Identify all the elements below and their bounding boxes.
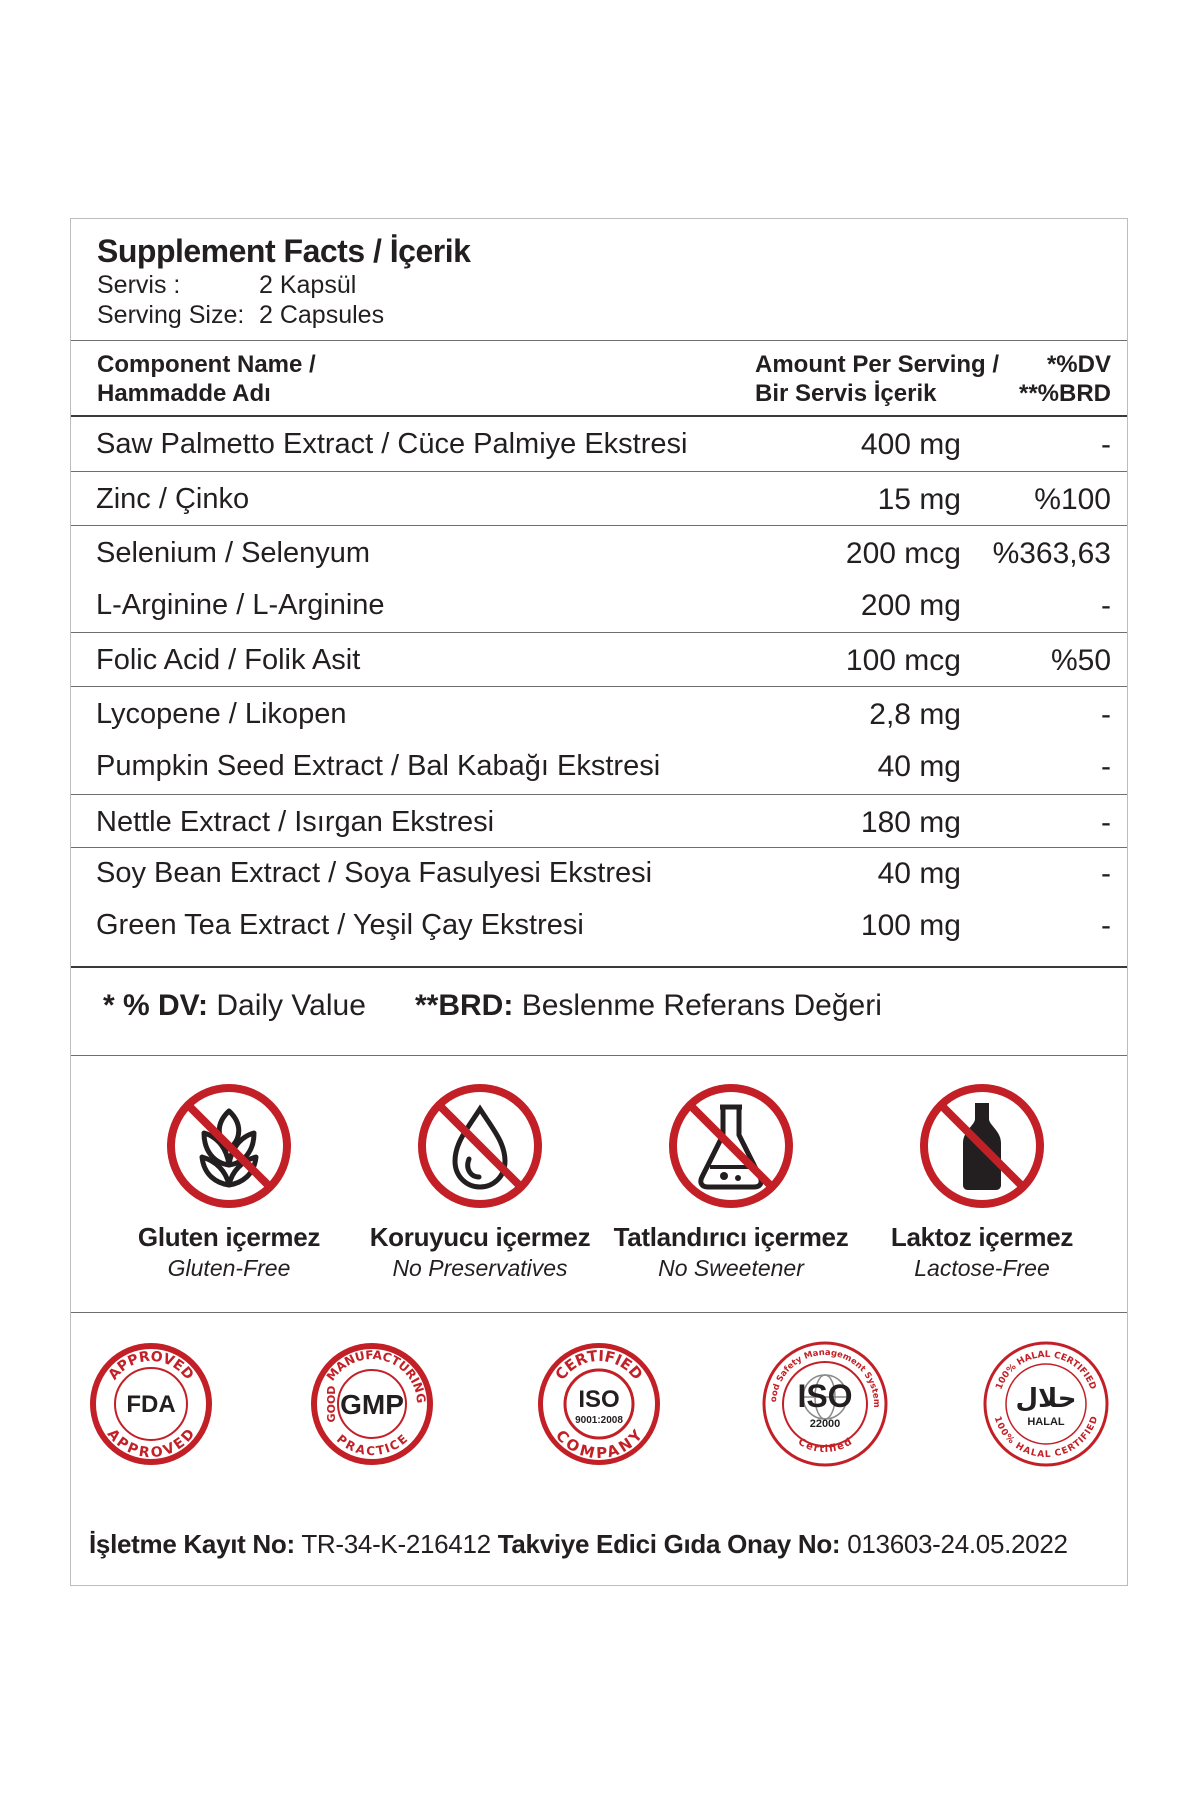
badge-title: Tatlandırıcı içermez (613, 1222, 849, 1252)
ingredient-dv: %363,63 (992, 537, 1111, 570)
badge-subtitle: Lactose-Free (914, 1255, 1050, 1281)
seal-ring-text: GOOD (325, 1385, 338, 1423)
ingredient-amount: 2,8 mg (869, 698, 961, 731)
ingredient-dv: - (1101, 909, 1111, 942)
seal-ring-text: CERTIFIED (551, 1346, 647, 1384)
header-dv: *%DV **%BRD (1018, 351, 1111, 407)
flask-icon (666, 1081, 796, 1211)
footnote-brd: **BRD: Beslenme Referans Değeri (415, 989, 882, 1022)
seal-ring-text: COMPANY (552, 1426, 646, 1463)
badge-title: Gluten içermez (137, 1222, 321, 1252)
ingredient-amount: 40 mg (877, 857, 961, 890)
ingredient-dv: - (1101, 806, 1111, 839)
seal-center-text: FDA (126, 1391, 176, 1418)
ingredient-name: Selenium / Selenyum (96, 537, 371, 569)
ingredient-amount: 100 mcg (845, 644, 961, 677)
ingredient-name: Folic Acid / Folik Asit (96, 644, 361, 676)
seal-center-text: GMP (340, 1389, 404, 1420)
svg-text:Certified (796, 1437, 854, 1455)
fda-approved-seal (86, 1339, 216, 1469)
serving-en-label: Serving Size: (97, 301, 245, 329)
seal-center-text: ISO (578, 1386, 620, 1413)
divider (71, 471, 1127, 472)
registration-line: İşletme Kayıt No: TR-34-K-216412 Takviye Edici Gıda Onay No: 013603-24.05.2022 (89, 1529, 1068, 1559)
serving-tr-value: 2 Kapsül (259, 271, 357, 299)
seal-center-subtext: 22000 (809, 1418, 841, 1430)
ingredient-dv: - (1101, 428, 1111, 461)
seal-center-text: حلال (1015, 1384, 1077, 1414)
badge-title: Laktoz içermez (890, 1222, 1074, 1252)
seal-center-text: ISO (797, 1378, 853, 1414)
seal-ring-text: Certified (796, 1436, 854, 1456)
ingredient-dv: %100 (1034, 483, 1111, 516)
supplement-facts-card (70, 218, 1128, 1586)
ingredient-dv: %50 (1050, 644, 1111, 677)
wheat-icon (164, 1081, 294, 1211)
divider (71, 525, 1127, 526)
ingredient-amount: 15 mg (877, 483, 961, 516)
ingredient-amount: 180 mg (860, 806, 961, 839)
ingredient-amount: 100 mg (860, 909, 961, 942)
ingredient-name: Pumpkin Seed Extract / Bal Kabağı Ekstresi (96, 750, 661, 782)
badge-subtitle: No Sweetener (658, 1255, 804, 1281)
footnote-dv: * % DV: Daily Value (103, 989, 366, 1022)
iso-22000-seal (760, 1339, 890, 1469)
divider (71, 1312, 1127, 1313)
ingredient-dv: - (1101, 857, 1111, 890)
ingredient-amount: 400 mg (860, 428, 961, 461)
header-component: Component Name / Hammadde Adı (97, 351, 316, 407)
seal-ring-text: 100% HALAL CERTIFIED (994, 1349, 1098, 1392)
seal-ring-text: MANUFACTURING (323, 1347, 429, 1404)
ingredient-name: Nettle Extract / Isırgan Ekstresi (96, 806, 495, 838)
ingredient-amount: 200 mcg (845, 537, 961, 570)
serving-tr-label: Servis : (97, 271, 181, 299)
serving-en-value: 2 Capsules (259, 301, 385, 329)
facts-title: Supplement Facts / İçerik (97, 233, 471, 269)
seal-ring-text: APPROVED (103, 1426, 199, 1462)
header-amount: Amount Per Serving / Bir Servis İçerik (755, 351, 1000, 407)
seal-ring-text: 100% HALAL CERTIFIED (991, 1415, 1101, 1461)
bottle-icon (917, 1081, 1047, 1211)
drop-icon (415, 1081, 545, 1211)
badge-title: Koruyucu içermez (369, 1222, 591, 1252)
divider (71, 415, 1127, 417)
ingredient-amount: 40 mg (877, 750, 961, 783)
divider (71, 794, 1127, 795)
ingredient-name: Zinc / Çinko (96, 483, 250, 515)
iso-9001-seal (534, 1339, 664, 1469)
ingredient-name: Soy Bean Extract / Soya Fasulyesi Ekstresi (96, 857, 653, 889)
ingredient-name: Lycopene / Likopen (96, 698, 347, 730)
ingredient-name: Saw Palmetto Extract / Cüce Palmiye Ekstresi (96, 428, 688, 460)
ingredient-name: Green Tea Extract / Yeşil Çay Ekstresi (96, 909, 584, 941)
ingredient-dv: - (1101, 750, 1111, 783)
badge-subtitle: No Preservatives (392, 1255, 568, 1281)
divider (71, 1055, 1127, 1056)
gmp-seal (307, 1339, 437, 1469)
divider (71, 340, 1127, 341)
seal-ring-text: PRACTICE (333, 1431, 411, 1459)
ingredient-dv: - (1101, 589, 1111, 622)
ingredient-dv: - (1101, 698, 1111, 731)
divider (71, 847, 1127, 848)
divider (71, 632, 1127, 633)
seal-ring-text: APPROVED (105, 1348, 197, 1384)
divider (71, 966, 1127, 968)
seal-center-subtext: 9001:2008 (575, 1415, 623, 1426)
seal-center-subtext: HALAL (1027, 1416, 1065, 1428)
halal-seal (981, 1339, 1111, 1469)
ingredient-name: L-Arginine / L-Arginine (96, 589, 385, 621)
divider (71, 686, 1127, 687)
ingredient-amount: 200 mg (860, 589, 961, 622)
seal-ring-text: ood Safety Management System (768, 1347, 882, 1408)
badge-subtitle: Gluten-Free (167, 1255, 291, 1281)
